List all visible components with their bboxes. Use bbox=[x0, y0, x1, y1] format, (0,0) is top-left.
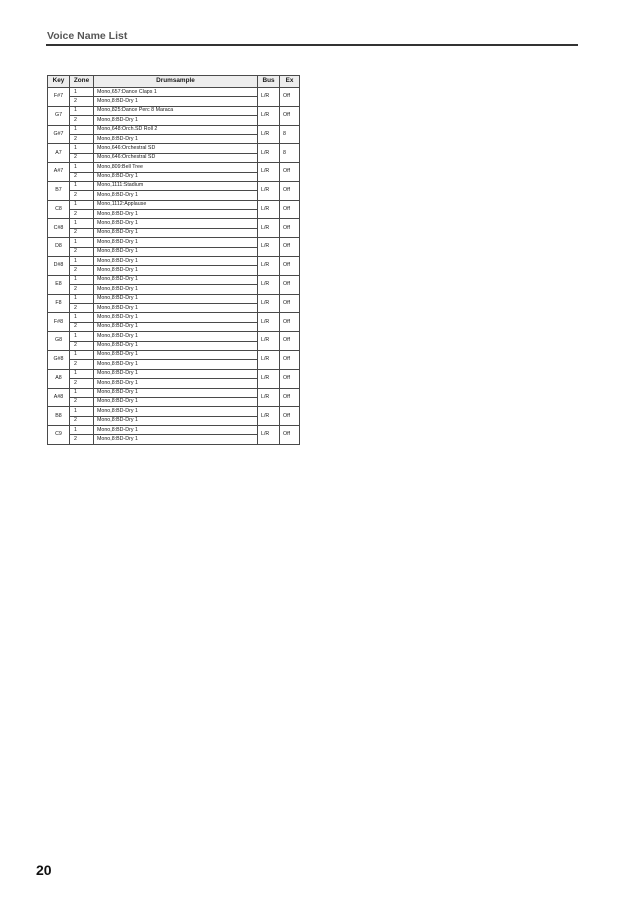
ex-cell: Off bbox=[280, 238, 300, 257]
drumsample-cell: Mono,8:BD-Dry 1 bbox=[94, 369, 258, 378]
column-header-bus: Bus bbox=[258, 76, 280, 88]
ex-cell: Off bbox=[280, 332, 300, 351]
key-cell: G#7 bbox=[48, 125, 70, 144]
zone-cell: 2 bbox=[70, 266, 94, 275]
ex-cell: 8 bbox=[280, 144, 300, 163]
bus-cell: L/R bbox=[258, 125, 280, 144]
ex-cell: Off bbox=[280, 163, 300, 182]
table-row bbox=[48, 294, 300, 303]
drumsample-cell: Mono,8:BD-Dry 1 bbox=[94, 275, 258, 284]
drumsample-cell: Mono,8:BD-Dry 1 bbox=[94, 341, 258, 350]
zone-cell: 1 bbox=[70, 350, 94, 359]
ex-cell: Off bbox=[280, 294, 300, 313]
drumsample-cell: Mono,8:BD-Dry 1 bbox=[94, 435, 258, 444]
table-row bbox=[48, 125, 300, 134]
ex-cell: Off bbox=[280, 407, 300, 426]
zone-cell: 2 bbox=[70, 285, 94, 294]
drumsample-cell: Mono,8:BD-Dry 1 bbox=[94, 303, 258, 312]
table-row bbox=[48, 407, 300, 416]
table-row bbox=[48, 369, 300, 378]
key-cell: D8 bbox=[48, 238, 70, 257]
bus-cell: L/R bbox=[258, 332, 280, 351]
bus-cell: L/R bbox=[258, 88, 280, 107]
drumsample-cell: Mono,1112:Applause bbox=[94, 200, 258, 209]
key-cell: F#8 bbox=[48, 313, 70, 332]
ex-cell: Off bbox=[280, 88, 300, 107]
zone-cell: 1 bbox=[70, 369, 94, 378]
zone-cell: 2 bbox=[70, 228, 94, 237]
zone-cell: 1 bbox=[70, 144, 94, 153]
table-row bbox=[48, 144, 300, 153]
table-row bbox=[48, 200, 300, 209]
voice-name-table-container bbox=[47, 75, 300, 445]
bus-cell: L/R bbox=[258, 426, 280, 445]
drumsample-cell: Mono,8:BD-Dry 1 bbox=[94, 210, 258, 219]
ex-cell: 8 bbox=[280, 125, 300, 144]
ex-cell: Off bbox=[280, 257, 300, 276]
zone-cell: 2 bbox=[70, 416, 94, 425]
table-header-row bbox=[48, 76, 300, 88]
table-row bbox=[48, 313, 300, 322]
drumsample-cell: Mono,8:BD-Dry 1 bbox=[94, 360, 258, 369]
drumsample-cell: Mono,1111:Stadium bbox=[94, 181, 258, 190]
ex-cell: Off bbox=[280, 275, 300, 294]
column-header-zone: Zone bbox=[70, 76, 94, 88]
bus-cell: L/R bbox=[258, 350, 280, 369]
zone-cell: 1 bbox=[70, 238, 94, 247]
drumsample-cell: Mono,8:BD-Dry 1 bbox=[94, 247, 258, 256]
bus-cell: L/R bbox=[258, 388, 280, 407]
drumsample-cell: Mono,8:BD-Dry 1 bbox=[94, 172, 258, 181]
key-cell: B8 bbox=[48, 407, 70, 426]
drumsample-cell: Mono,8:BD-Dry 1 bbox=[94, 332, 258, 341]
key-cell: D#8 bbox=[48, 257, 70, 276]
zone-cell: 1 bbox=[70, 88, 94, 97]
table-body bbox=[48, 88, 300, 445]
drumsample-cell: Mono,8:BD-Dry 1 bbox=[94, 266, 258, 275]
drumsample-cell: Mono,8:BD-Dry 1 bbox=[94, 219, 258, 228]
key-cell: G#8 bbox=[48, 350, 70, 369]
zone-cell: 1 bbox=[70, 426, 94, 435]
ex-cell: Off bbox=[280, 106, 300, 125]
zone-cell: 1 bbox=[70, 332, 94, 341]
zone-cell: 2 bbox=[70, 360, 94, 369]
drumsample-cell: Mono,8:BD-Dry 1 bbox=[94, 191, 258, 200]
table-row bbox=[48, 426, 300, 435]
zone-cell: 1 bbox=[70, 181, 94, 190]
table-row bbox=[48, 219, 300, 228]
bus-cell: L/R bbox=[258, 257, 280, 276]
key-cell: A#7 bbox=[48, 163, 70, 182]
drumsample-cell: Mono,648:Orch.SD Roll 2 bbox=[94, 125, 258, 134]
drumsample-cell: Mono,8:BD-Dry 1 bbox=[94, 322, 258, 331]
zone-cell: 1 bbox=[70, 125, 94, 134]
ex-cell: Off bbox=[280, 388, 300, 407]
column-header-drumsample: Drumsample bbox=[94, 76, 258, 88]
bus-cell: L/R bbox=[258, 144, 280, 163]
zone-cell: 2 bbox=[70, 97, 94, 106]
key-cell: E8 bbox=[48, 275, 70, 294]
key-cell: G7 bbox=[48, 106, 70, 125]
drumsample-cell: Mono,825:Dance Perc 8 Maraca bbox=[94, 106, 258, 115]
key-cell: G8 bbox=[48, 332, 70, 351]
page-number: 20 bbox=[36, 862, 52, 878]
column-header-key: Key bbox=[48, 76, 70, 88]
drumsample-cell: Mono,8:BD-Dry 1 bbox=[94, 397, 258, 406]
ex-cell: Off bbox=[280, 200, 300, 219]
drumsample-cell: Mono,8:BD-Dry 1 bbox=[94, 134, 258, 143]
key-cell: C9 bbox=[48, 426, 70, 445]
key-cell: A#8 bbox=[48, 388, 70, 407]
ex-cell: Off bbox=[280, 219, 300, 238]
drumsample-cell: Mono,8:BD-Dry 1 bbox=[94, 285, 258, 294]
page-header-title: Voice Name List bbox=[47, 30, 128, 42]
zone-cell: 2 bbox=[70, 322, 94, 331]
bus-cell: L/R bbox=[258, 163, 280, 182]
ex-cell: Off bbox=[280, 181, 300, 200]
bus-cell: L/R bbox=[258, 369, 280, 388]
key-cell: B7 bbox=[48, 181, 70, 200]
bus-cell: L/R bbox=[258, 275, 280, 294]
key-cell: F8 bbox=[48, 294, 70, 313]
table-row bbox=[48, 238, 300, 247]
drumsample-cell: Mono,8:BD-Dry 1 bbox=[94, 416, 258, 425]
table-row bbox=[48, 106, 300, 115]
zone-cell: 1 bbox=[70, 407, 94, 416]
bus-cell: L/R bbox=[258, 106, 280, 125]
zone-cell: 1 bbox=[70, 200, 94, 209]
drumsample-cell: Mono,8:BD-Dry 1 bbox=[94, 294, 258, 303]
header-divider bbox=[46, 44, 578, 46]
table-row bbox=[48, 350, 300, 359]
bus-cell: L/R bbox=[258, 219, 280, 238]
drumsample-cell: Mono,8:BD-Dry 1 bbox=[94, 388, 258, 397]
key-cell: C8 bbox=[48, 200, 70, 219]
zone-cell: 1 bbox=[70, 388, 94, 397]
bus-cell: L/R bbox=[258, 238, 280, 257]
key-cell: A8 bbox=[48, 369, 70, 388]
zone-cell: 2 bbox=[70, 153, 94, 162]
zone-cell: 2 bbox=[70, 303, 94, 312]
ex-cell: Off bbox=[280, 369, 300, 388]
drumsample-cell: Mono,8:BD-Dry 1 bbox=[94, 238, 258, 247]
zone-cell: 2 bbox=[70, 397, 94, 406]
key-cell: C#8 bbox=[48, 219, 70, 238]
table-row bbox=[48, 181, 300, 190]
zone-cell: 2 bbox=[70, 210, 94, 219]
drumsample-cell: Mono,8:BD-Dry 1 bbox=[94, 350, 258, 359]
zone-cell: 1 bbox=[70, 313, 94, 322]
zone-cell: 2 bbox=[70, 191, 94, 200]
zone-cell: 2 bbox=[70, 247, 94, 256]
zone-cell: 2 bbox=[70, 134, 94, 143]
table-row bbox=[48, 388, 300, 397]
voice-name-table bbox=[47, 75, 300, 445]
column-header-ex: Ex bbox=[280, 76, 300, 88]
bus-cell: L/R bbox=[258, 181, 280, 200]
key-cell: F#7 bbox=[48, 88, 70, 107]
zone-cell: 2 bbox=[70, 379, 94, 388]
drumsample-cell: Mono,809:Bell Tree bbox=[94, 163, 258, 172]
zone-cell: 1 bbox=[70, 106, 94, 115]
table-row bbox=[48, 257, 300, 266]
drumsample-cell: Mono,8:BD-Dry 1 bbox=[94, 313, 258, 322]
bus-cell: L/R bbox=[258, 294, 280, 313]
drumsample-cell: Mono,8:BD-Dry 1 bbox=[94, 407, 258, 416]
ex-cell: Off bbox=[280, 350, 300, 369]
zone-cell: 2 bbox=[70, 341, 94, 350]
table-row bbox=[48, 275, 300, 284]
table-row bbox=[48, 88, 300, 97]
table-row bbox=[48, 332, 300, 341]
zone-cell: 2 bbox=[70, 116, 94, 125]
drumsample-cell: Mono,8:BD-Dry 1 bbox=[94, 379, 258, 388]
drumsample-cell: Mono,646:Orchestral SD bbox=[94, 153, 258, 162]
drumsample-cell: Mono,646:Orchestral SD bbox=[94, 144, 258, 153]
drumsample-cell: Mono,8:BD-Dry 1 bbox=[94, 97, 258, 106]
zone-cell: 1 bbox=[70, 294, 94, 303]
key-cell: A7 bbox=[48, 144, 70, 163]
drumsample-cell: Mono,8:BD-Dry 1 bbox=[94, 426, 258, 435]
zone-cell: 1 bbox=[70, 257, 94, 266]
table-row bbox=[48, 163, 300, 172]
zone-cell: 2 bbox=[70, 172, 94, 181]
drumsample-cell: Mono,8:BD-Dry 1 bbox=[94, 257, 258, 266]
zone-cell: 2 bbox=[70, 435, 94, 444]
bus-cell: L/R bbox=[258, 407, 280, 426]
ex-cell: Off bbox=[280, 313, 300, 332]
zone-cell: 1 bbox=[70, 275, 94, 284]
zone-cell: 1 bbox=[70, 163, 94, 172]
ex-cell: Off bbox=[280, 426, 300, 445]
bus-cell: L/R bbox=[258, 313, 280, 332]
drumsample-cell: Mono,657:Dance Claps 1 bbox=[94, 88, 258, 97]
drumsample-cell: Mono,8:BD-Dry 1 bbox=[94, 228, 258, 237]
drumsample-cell: Mono,8:BD-Dry 1 bbox=[94, 116, 258, 125]
zone-cell: 1 bbox=[70, 219, 94, 228]
bus-cell: L/R bbox=[258, 200, 280, 219]
